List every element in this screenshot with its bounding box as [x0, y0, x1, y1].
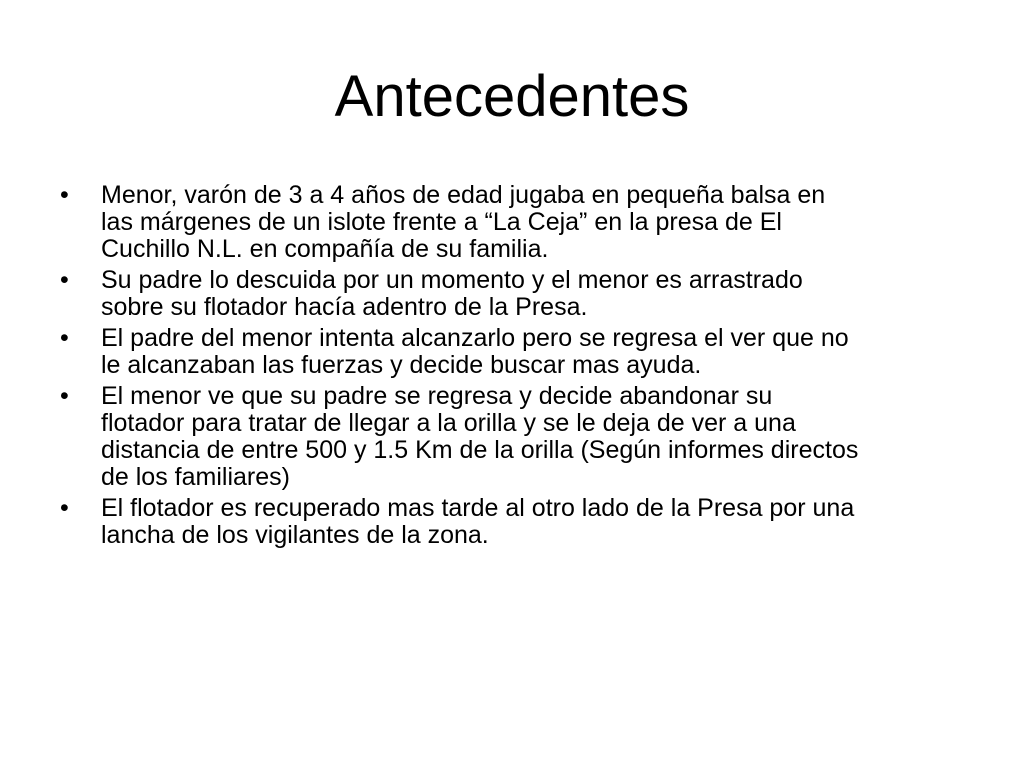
bullet-text: Menor, varón de 3 a 4 años de edad jugaba en pequeña balsa en las márgenes de un islote frente a “La Ceja” en la presa de El Cuchillo N.L. en compañía de su familia. [101, 181, 826, 263]
bullet-text: El padre del menor intenta alcanzarlo pero se regresa el ver que no le alcanzaban las fuerzas y decide buscar mas ayuda. [101, 324, 849, 379]
bullet-item-1 [0, 182, 1024, 263]
slide-title: Antecedentes [334, 64, 690, 129]
bullet-text: El flotador es recuperado mas tarde al otro lado de la Presa por una lancha de los vigilantes de la zona. [101, 494, 855, 549]
bullet-item-5 [0, 495, 1024, 549]
bullet-text: El menor ve que su padre se regresa y decide abandonar su flotador para tratar de llegar a la orilla y se le deja de ver a una distancia de entre 500 y 1.5 Km de la orilla (Según informes directos de los familiares) [101, 382, 859, 491]
bullet-item-3 [0, 325, 1024, 379]
bullet-point-icon: • [60, 494, 69, 522]
bullet-point-icon: • [60, 266, 69, 294]
bullet-item-4 [0, 383, 1024, 491]
bullet-point-icon: • [60, 324, 69, 352]
bullet-point-icon: • [60, 181, 69, 209]
bullet-list [0, 182, 1024, 553]
bullet-point-icon: • [60, 382, 69, 410]
bullet-text: Su padre lo descuida por un momento y el menor es arrastrado sobre su flotador hacía adentro de la Presa. [101, 266, 803, 321]
bullet-item-2 [0, 267, 1024, 321]
